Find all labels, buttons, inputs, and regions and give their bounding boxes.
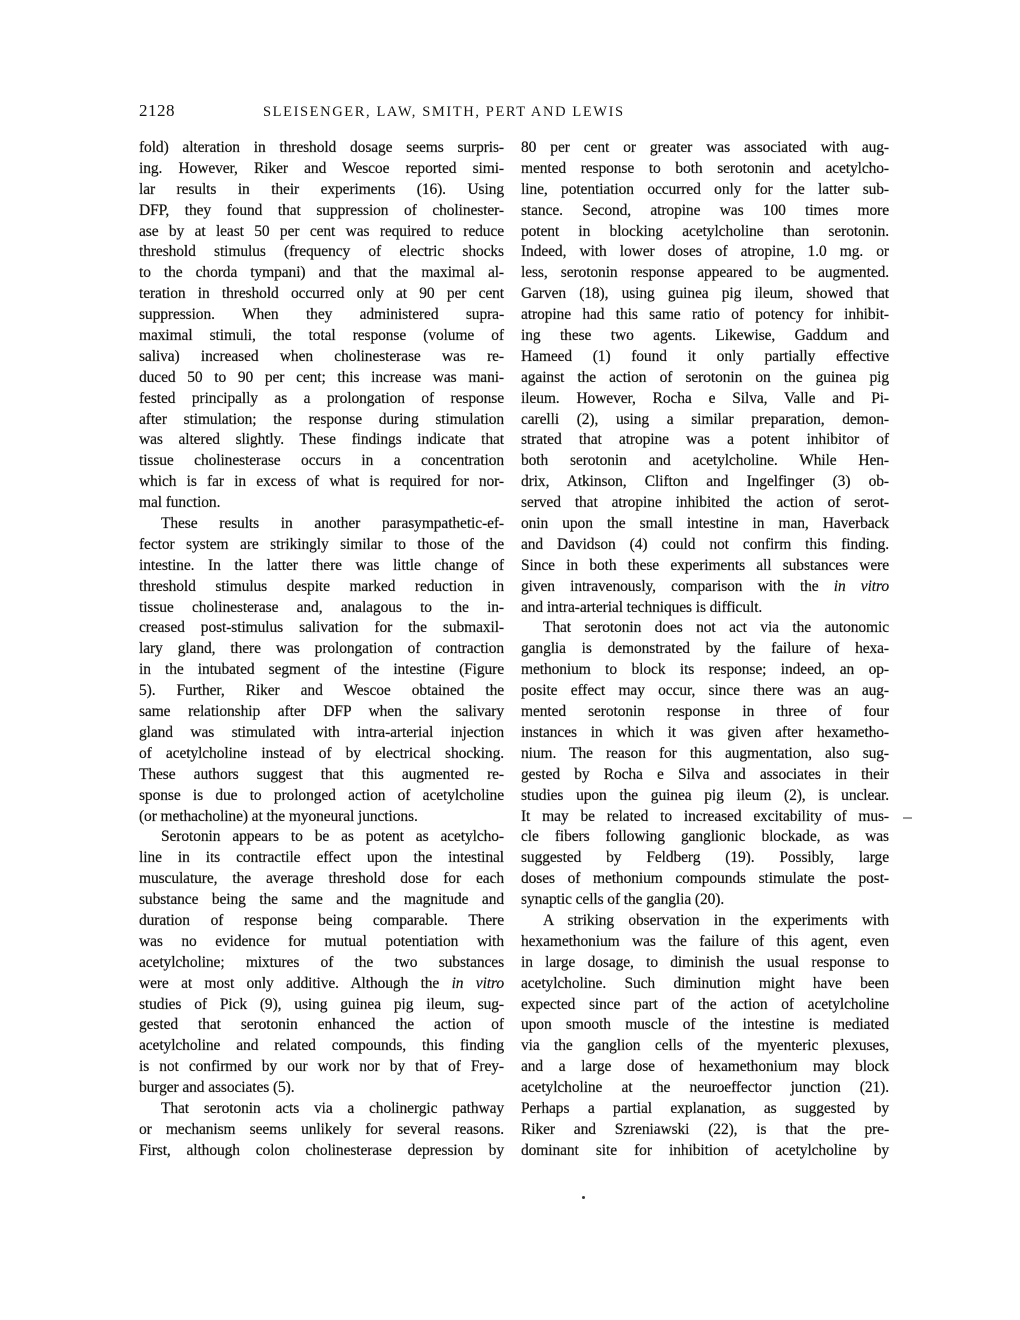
text-line: and Davidson (4) could not confirm this finding. <box>521 535 889 553</box>
text-line: ing. However, Riker and Wescoe reported simi- <box>139 159 504 177</box>
text-line: same relationship after DFP when the salivary <box>139 703 504 721</box>
text-line: posite effect may occur, since there was an aug- <box>521 682 889 700</box>
text-line: were at most only additive. Although the in vitro <box>139 974 504 992</box>
text-line: sponse is due to prolonged action of acetylcholine <box>139 786 504 804</box>
text-line: was altered slightly. These findings indicate that <box>139 431 504 449</box>
text-line: studies upon the guinea pig ileum (2), is unclear. <box>521 786 889 804</box>
page-number: 2128 <box>139 101 175 120</box>
text-line: dominant site for inhibition of acetylcholine by <box>521 1141 889 1159</box>
text-line: gested that serotonin enhanced the action of <box>139 1016 504 1034</box>
text-line: maximal stimuli, the total response (volume of <box>139 327 504 345</box>
text-line: Since in both these experiments all substances were <box>521 556 889 574</box>
text-line: acetylcholine; mixtures of the two substances <box>139 953 504 971</box>
text-line: mented serotonin response in three of four <box>521 703 889 721</box>
text-line: Serotonin appears to be as potent as acetylcho- <box>161 828 504 846</box>
text-line: These authors suggest that this augmented re- <box>139 765 504 783</box>
text-line: to the chorda tympani) and that the maximal al- <box>139 264 504 282</box>
text-line: ganglia is demonstrated by the failure of hexa- <box>521 640 889 658</box>
text-line: duration of response being comparable. There <box>139 911 504 929</box>
text-line: acetylcholine at the neuroeffector junction (21). <box>521 1079 889 1097</box>
text-line: cle fibers following ganglionic blockade, as was <box>521 828 889 846</box>
ink-dot-artifact <box>582 1196 585 1199</box>
text-line: 5). Further, Riker and Wescoe obtained the <box>139 682 504 700</box>
text-line: both serotonin and acetylcholine. While Hen- <box>521 452 889 470</box>
text-line: onin upon the small intestine in man, Haverback <box>521 515 889 533</box>
text-line: instances in which it was given after hexametho- <box>521 723 889 741</box>
right-column <box>521 138 889 1162</box>
text-line: acetylcholine and related compounds, this finding <box>139 1037 504 1055</box>
text-line: intestine. In the latter there was little change of <box>139 556 504 574</box>
text-line: These results in another parasympathetic-ef- <box>161 515 504 533</box>
text-line: threshold stimulus despite marked reduction in <box>139 577 504 595</box>
text-line: in large dosage, to diminish the usual response to <box>521 953 889 971</box>
text-line: upon smooth muscle of the intestine is mediated <box>521 1016 889 1034</box>
text-line: line, potentiation occurred only for the latter sub- <box>521 180 889 198</box>
text-line: expected since part of the action of acetylcholine <box>521 995 889 1013</box>
text-line: mented response to both serotonin and acetylcho- <box>521 159 889 177</box>
text-line: given intravenously, comparison with the in vitro <box>521 577 889 595</box>
text-line: musculature, the average threshold dose for each <box>139 870 504 888</box>
text-line: in the intubated segment of the intestine (Figure <box>139 661 504 679</box>
text-line: of acetylcholine instead of by electrical shocking. <box>139 744 504 762</box>
text-line: and a large dose of hexamethonium may block <box>521 1058 889 1076</box>
text-line: methonium to block its response; indeed, an op- <box>521 661 889 679</box>
text-line: hexamethonium was the failure of this agent, even <box>521 932 889 950</box>
left-column <box>139 138 504 1162</box>
text-line: after stimulation; the response during stimulation <box>139 410 504 428</box>
text-line: ileum. However, Rocha e Silva, Valle and Pi- <box>521 389 889 407</box>
running-head: SLEISENGER, LAW, SMITH, PERT AND LEWIS <box>263 104 625 120</box>
text-line: Indeed, with lower doses of atropine, 1.0 mg. or <box>521 243 889 261</box>
text-line: duced 50 to 90 per cent; this increase was mani- <box>139 368 504 386</box>
text-line: ing these two agents. Likewise, Gaddum and <box>521 327 889 345</box>
text-line: burger and associates (5). <box>139 1079 295 1097</box>
text-line: mal function. <box>139 494 221 512</box>
text-line: served that atropine inhibited the action of serot- <box>521 494 889 512</box>
text-line: Riker and Szreniawski (22), is that the pre- <box>521 1120 889 1138</box>
text-line: suppression. When they administered supra- <box>139 306 504 324</box>
text-line: First, although colon cholinesterase depression by <box>139 1141 504 1159</box>
text-line: tissue cholinesterase and, analagous to the in- <box>139 598 504 616</box>
text-line: saliva) increased when cholinesterase was re- <box>139 347 504 365</box>
text-line: creased post-stimulus salivation for the submaxil- <box>139 619 504 637</box>
text-line: or mechanism seems unlikely for several reasons. <box>139 1120 504 1138</box>
text-line: That serotonin acts via a cholinergic pathway <box>161 1099 504 1117</box>
ink-dash-artifact <box>903 817 912 819</box>
text-line: tissue cholinesterase occurs in a concentration <box>139 452 504 470</box>
text-line: suggested by Feldberg (19). Possibly, large <box>521 849 889 867</box>
text-line: doses of methonium compounds stimulate the post- <box>521 870 889 888</box>
text-line: gland was stimulated with intra-arterial injection <box>139 723 504 741</box>
text-line: fector system are strikingly similar to those of the <box>139 535 504 553</box>
text-line: strated that atropine was a potent inhibitor of <box>521 431 889 449</box>
text-line: carelli (2), using a similar preparation, demon- <box>521 410 889 428</box>
text-line: 80 per cent or greater was associated with aug- <box>521 139 889 156</box>
text-line: teration in threshold occurred only at 90 per cent <box>139 285 504 303</box>
text-line: via the ganglion cells of the myenteric plexuses, <box>521 1037 889 1055</box>
text-line: fested principally as a prolongation of response <box>139 389 504 407</box>
text-line: substance being the same and the magnitude and <box>139 891 504 909</box>
text-line: against the action of serotonin on the guinea pig <box>521 368 889 386</box>
text-line: line in its contractile effect upon the intestinal <box>139 849 504 867</box>
text-line: studies of Pick (9), using guinea pig ileum, sug- <box>139 995 504 1013</box>
text-line: That serotonin does not act via the autonomic <box>543 619 889 637</box>
text-line: lar results in their experiments (16). Using <box>139 180 504 198</box>
text-line: atropine had this same ratio of potency for inhibit- <box>521 306 889 324</box>
text-line: drix, Atkinson, Clifton and Ingelfinger (3) ob- <box>521 473 889 491</box>
text-line: and intra-arterial techniques is difficult. <box>521 598 763 616</box>
text-line: gested by Rocha e Silva and associates in their <box>521 765 889 783</box>
text-line: synaptic cells of the ganglia (20). <box>521 891 725 909</box>
text-line: lary gland, there was prolongation of contraction <box>139 640 504 658</box>
text-line: is not confirmed by our work nor by that of Frey- <box>139 1058 504 1076</box>
text-line: fold) alteration in threshold dosage seems surpris- <box>139 139 504 156</box>
text-line: ase by at least 50 per cent was required to reduce <box>139 222 504 240</box>
text-line: It may be related to increased excitability of mus- <box>521 807 889 825</box>
text-line: A striking observation in the experiments with <box>543 911 889 929</box>
text-line: acetylcholine. Such diminution might have been <box>521 974 889 992</box>
text-line: DFP, they found that suppression of cholinester- <box>139 201 504 219</box>
text-line: less, serotonin response appeared to be augmented. <box>521 264 889 282</box>
text-line: threshold stimulus (frequency of electric shocks <box>139 243 504 261</box>
text-line: (or methacholine) at the myoneural junctions. <box>139 807 418 825</box>
text-line: nium. The reason for this augmentation, also sug- <box>521 744 889 762</box>
text-line: Hameed (1) found it only partially effective <box>521 347 889 365</box>
text-line: was no evidence for mutual potentiation with <box>139 932 504 950</box>
text-line: which is far in excess of what is required for nor- <box>139 473 504 491</box>
text-line: stance. Second, atropine was 100 times more <box>521 201 889 219</box>
text-line: Garven (18), using guinea pig ileum, showed that <box>521 285 889 303</box>
text-line: Perhaps a partial explanation, as suggested by <box>521 1099 889 1117</box>
text-line: potent in blocking acetylcholine than serotonin. <box>521 222 889 240</box>
